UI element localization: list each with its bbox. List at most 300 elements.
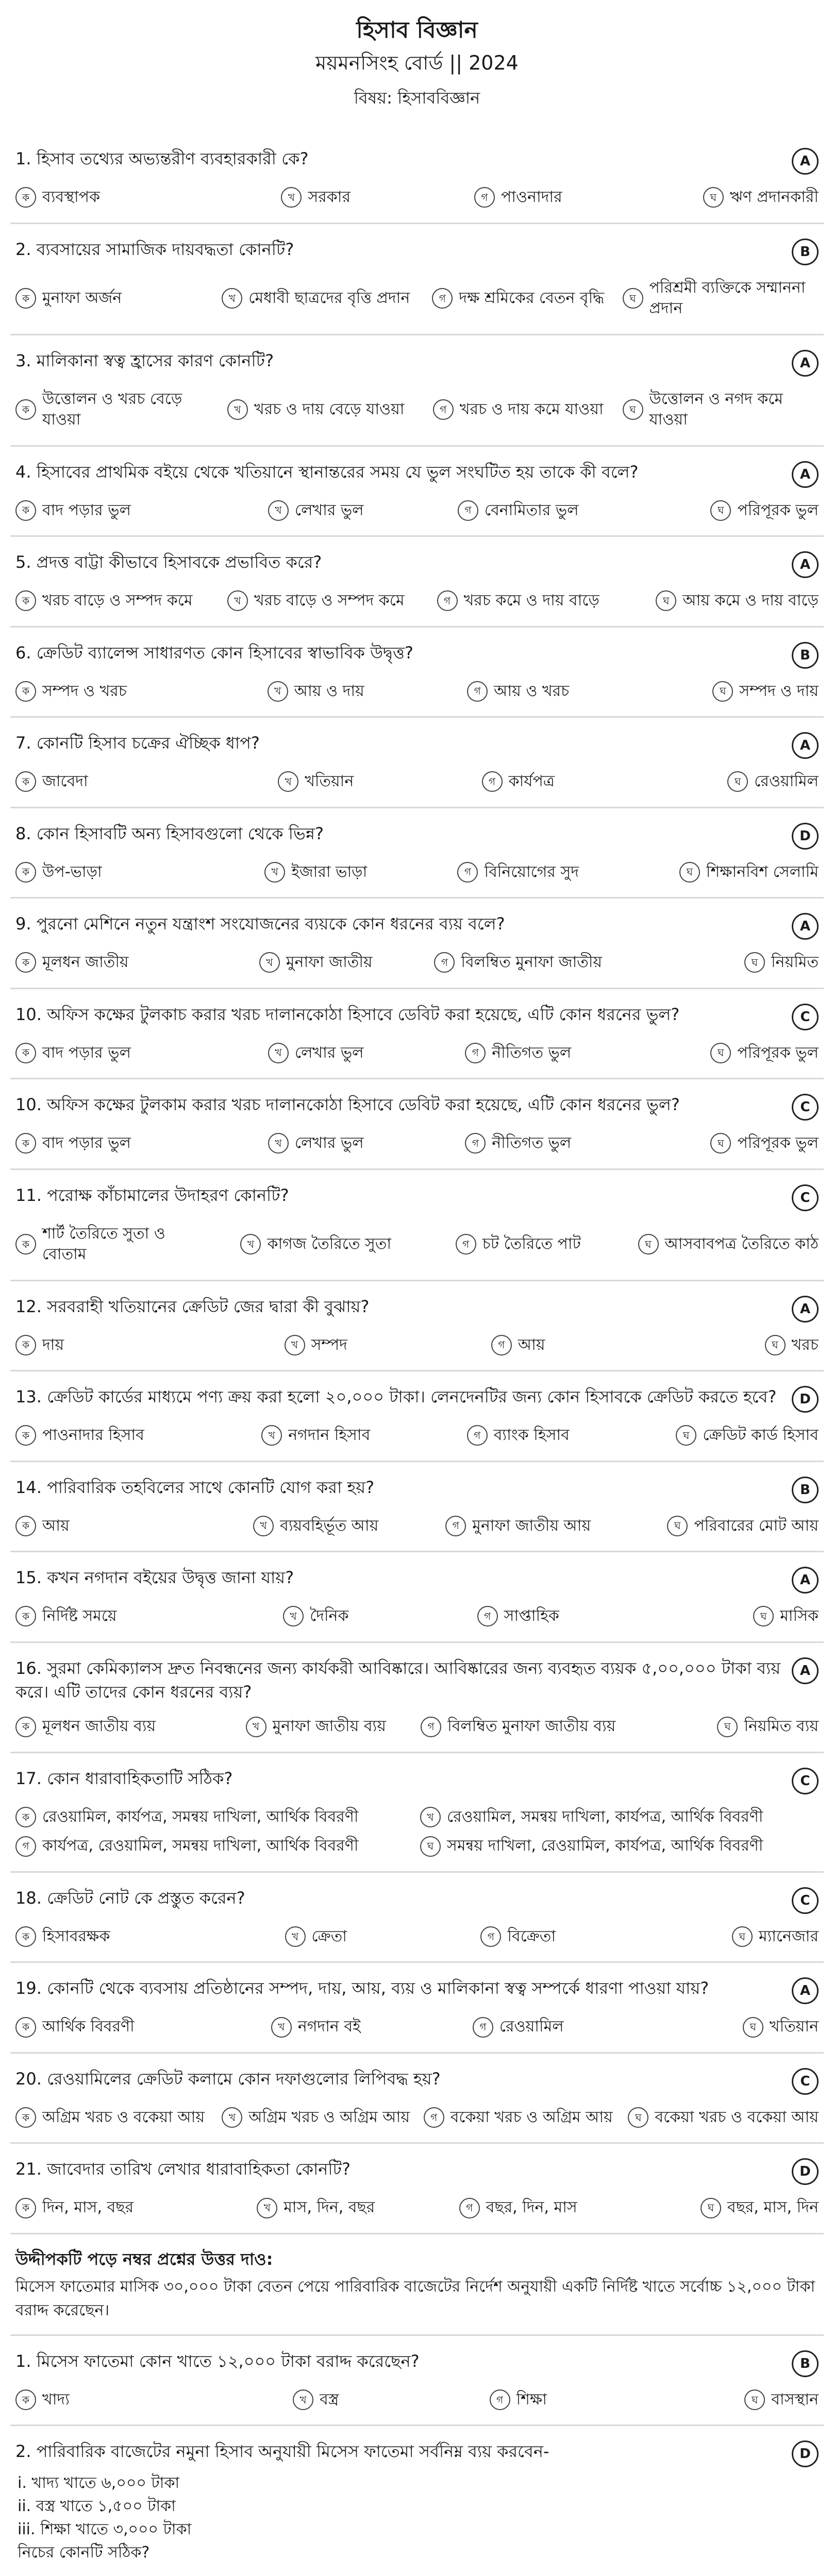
option-letter-circle: ক — [15, 952, 36, 973]
option-letter-circle: ঘ — [710, 500, 731, 521]
answer-option[interactable] — [420, 187, 616, 208]
question-text: 16. সুরমা কেমিক্যালস দ্রুত নিবন্ধনের জন্য কার্যকরী আবিষ্কারে। আবিষ্কারের জন্য ব্যবহৃত ব্যয়ক ৫,০০,০০০ টাকা ব্যয় করে। এটি তাদের কোন ধরনের ব্যয়? — [15, 1658, 781, 1702]
answer-option[interactable] — [623, 2107, 819, 2128]
answer-option[interactable] — [218, 681, 414, 702]
question-text: 13. ক্রেডিট কার্ডের মাধ্যমে পণ্য ক্রয় করা হলো ২০,০০০ টাকা। লেনদেনটির জন্য কোন হিসাবকে ক্রেডিট করতে হবে? — [15, 1387, 777, 1407]
answer-option[interactable] — [218, 1224, 414, 1265]
option-letter-circle: গ — [421, 1717, 441, 1737]
answer-option[interactable] — [15, 2197, 212, 2218]
answer-option[interactable] — [623, 590, 819, 612]
option-text: খতিয়ান — [305, 772, 354, 791]
answer-option[interactable] — [218, 2389, 414, 2411]
answer-option[interactable] — [218, 2107, 414, 2128]
question-item — [10, 1371, 824, 1462]
option-text: রেওয়ামিল, সমন্বয় দাখিলা, কার্যপত্র, আর্থিক বিবরণী — [447, 1807, 763, 1826]
answer-option[interactable] — [623, 1335, 819, 1356]
question-header — [15, 1566, 819, 1594]
option-text: ক্রেডিট কার্ড হিসাব — [703, 1426, 819, 1445]
answer-option[interactable] — [420, 278, 616, 319]
option-letter-circle: ক — [15, 1807, 36, 1827]
option-letter-circle: ক — [15, 590, 36, 611]
option-text: ব্যাংক হিসাব — [493, 1426, 570, 1445]
option-letter-circle: ক — [15, 2198, 36, 2218]
question-item — [10, 1079, 824, 1170]
option-letter-circle: ঘ — [743, 2017, 763, 2038]
question-list — [10, 133, 824, 2576]
option-text: বকেয়া খরচ ও বকেয়া আয় — [655, 2108, 819, 2126]
option-text: বিলম্বিত মুনাফা জাতীয় ব্যয় — [447, 1717, 616, 1736]
answer-option[interactable] — [623, 278, 819, 319]
answer-option[interactable] — [15, 1425, 212, 1446]
option-letter-circle: ঘ — [710, 1133, 731, 1154]
option-letter-circle: খ — [264, 862, 285, 883]
option-text: খরচ ও দায় কমে যাওয়া — [459, 400, 604, 418]
option-text: নগদান হিসাব — [288, 1426, 371, 1445]
option-letter-circle: ঘ — [753, 1606, 774, 1626]
option-text: বকেয়া খরচ ও অগ্রিম আয় — [450, 2108, 613, 2126]
answer-option[interactable] — [623, 1926, 819, 1947]
option-letter-circle: ক — [15, 2107, 36, 2128]
answer-option[interactable] — [15, 1335, 212, 1356]
option-text: উপ-ভাড়া — [42, 862, 102, 881]
option-letter-circle: ঘ — [765, 1335, 786, 1355]
answer-option[interactable] — [623, 187, 819, 208]
option-letter-circle: গ — [467, 681, 488, 702]
option-text: সাপ্তাহিক — [504, 1607, 559, 1625]
option-text: মূলধন জাতীয় — [42, 953, 129, 972]
option-letter-circle: গ — [456, 1234, 476, 1255]
question-header — [15, 550, 819, 578]
question-header — [15, 2439, 819, 2467]
option-letter-circle: গ — [437, 590, 458, 611]
question-item — [10, 1281, 824, 1372]
option-text: শার্ট তৈরিতে সুতা ও বোতাম — [42, 1224, 165, 1264]
answer-badge: A — [792, 1657, 819, 1684]
answer-option[interactable] — [218, 2197, 414, 2218]
option-letter-circle: খ — [283, 1606, 304, 1626]
option-list — [15, 862, 819, 883]
option-text: শিক্ষা — [516, 2390, 547, 2409]
option-letter-circle: ক — [15, 2389, 36, 2410]
answer-badge: B — [792, 239, 819, 265]
question-item — [10, 447, 824, 537]
answer-option[interactable] — [15, 187, 212, 208]
option-letter-circle: খ — [259, 952, 280, 973]
question-header — [15, 822, 819, 850]
question-item — [10, 224, 824, 335]
answer-option[interactable] — [420, 500, 616, 521]
statement-line: নিচের কোনটি সঠিক? — [18, 2544, 150, 2562]
option-text: সমন্বয় দাখিলা, রেওয়ামিল, কার্যপত্র, আর্থিক বিবরণী — [447, 1837, 763, 1855]
option-letter-circle: ক — [15, 771, 36, 792]
option-letter-circle: ক — [15, 1516, 36, 1536]
option-text: আয় — [42, 1516, 70, 1535]
option-letter-circle: গ — [457, 862, 478, 883]
answer-badge: D — [792, 823, 819, 850]
answer-option[interactable] — [218, 590, 414, 612]
option-text: উত্তোলন ও নগদ কমে যাওয়া — [649, 389, 783, 429]
answer-option[interactable] — [15, 862, 212, 883]
answer-option[interactable] — [623, 771, 819, 792]
answer-badge: C — [792, 1184, 819, 1211]
answer-option[interactable] — [623, 2389, 819, 2411]
question-text: 1. মিসেস ফাতেমা কোন খাতে ১২,০০০ টাকা বরাদ্দ করেছেন? — [15, 2351, 420, 2371]
answer-option[interactable] — [15, 278, 212, 319]
option-letter-circle: ক — [15, 500, 36, 521]
answer-option[interactable] — [218, 1425, 414, 1446]
option-list — [15, 1926, 819, 1947]
answer-badge: A — [792, 148, 819, 175]
answer-badge: C — [792, 1094, 819, 1121]
answer-option[interactable] — [15, 771, 212, 792]
option-letter-circle: খ — [281, 187, 302, 208]
option-text: খরচ — [791, 1335, 819, 1354]
question-item — [10, 628, 824, 718]
question-item — [10, 2426, 824, 2576]
question-item — [10, 537, 824, 628]
question-header — [15, 1656, 819, 1704]
option-letter-circle: ঘ — [623, 288, 643, 309]
answer-option[interactable] — [420, 1836, 819, 1857]
answer-option[interactable] — [15, 2107, 212, 2128]
option-text: সরকার — [308, 188, 351, 207]
option-letter-circle: ক — [15, 187, 36, 208]
option-list — [15, 952, 819, 973]
option-letter-circle: ঘ — [744, 2389, 765, 2410]
answer-option[interactable] — [218, 187, 414, 208]
option-list — [15, 1335, 819, 1356]
question-item — [10, 1753, 824, 1873]
option-text: উত্তোলন ও খরচ বেড়ে যাওয়া — [42, 389, 182, 429]
option-letter-circle: খ — [268, 1043, 289, 1063]
option-text: মুনাফা জাতীয় আয় — [472, 1516, 591, 1535]
answer-option[interactable] — [420, 1224, 616, 1265]
option-letter-circle: ক — [15, 1133, 36, 1154]
question-text: 11. পরোক্ষ কাঁচামালের উদাহরণ কোনটি? — [15, 1185, 289, 1205]
option-letter-circle: খ — [261, 1425, 282, 1446]
question-text: 14. পারিবারিক তহবিলের সাথে কোনটি যোগ করা হয়? — [15, 1477, 375, 1497]
answer-option[interactable] — [420, 1926, 616, 1947]
question-text: 5. প্রদত্ত বাট্টা কীভাবে হিসাবকে প্রভাবিত করে? — [15, 552, 322, 572]
subject-line: বিষয়: হিসাববিজ্ঞান — [354, 88, 480, 108]
answer-badge: C — [792, 1768, 819, 1794]
option-list — [15, 1133, 819, 1154]
option-letter-circle: গ — [424, 2107, 444, 2128]
option-list — [15, 681, 819, 702]
option-letter-circle: ক — [15, 681, 36, 702]
answer-option[interactable] — [420, 1716, 616, 1737]
question-header — [15, 1886, 819, 1914]
option-letter-circle: ঘ — [703, 187, 724, 208]
answer-option[interactable] — [15, 1926, 212, 1947]
option-text: বস্ত্র — [320, 2390, 339, 2409]
answer-badge: C — [792, 1004, 819, 1030]
option-text: বছর, দিন, মাস — [486, 2198, 577, 2217]
answer-option[interactable] — [623, 862, 819, 883]
option-letter-circle: খ — [227, 590, 248, 611]
answer-option[interactable] — [623, 1425, 819, 1446]
answer-option[interactable] — [218, 1606, 414, 1627]
answer-option[interactable] — [218, 1335, 414, 1356]
question-text: 15. কখন নগদান বইয়ের উদ্বৃত্ত জানা যায়? — [15, 1568, 294, 1588]
option-letter-circle: ঘ — [712, 681, 733, 702]
stimulus-heading: উদ্দীপকটি পড়ে নম্বর প্রশ্নের উত্তর দাও: — [15, 2249, 273, 2269]
question-item — [10, 335, 824, 447]
answer-option[interactable] — [218, 1516, 414, 1537]
answer-option[interactable] — [420, 389, 616, 431]
option-text: আয় — [518, 1335, 545, 1354]
option-text: ব্যবস্থাপক — [42, 188, 101, 207]
question-text: 6. ক্রেডিট ব্যালেন্স সাধারণত কোন হিসাবের স্বাভাবিক উদ্বৃত্ত? — [15, 642, 413, 663]
option-text: সম্পদ — [311, 1335, 347, 1354]
question-item — [10, 1963, 824, 2054]
answer-option[interactable] — [218, 1043, 414, 1064]
answer-option[interactable] — [15, 2389, 212, 2411]
option-letter-circle: ক — [15, 288, 36, 309]
answer-option[interactable] — [15, 1133, 212, 1154]
answer-option[interactable] — [15, 1836, 414, 1857]
answer-badge: B — [792, 2350, 819, 2377]
option-text: মাস, দিন, বছর — [283, 2198, 375, 2217]
answer-option[interactable] — [420, 862, 616, 883]
option-text: লেখার ভুল — [294, 1043, 364, 1062]
option-list — [15, 500, 819, 521]
answer-option[interactable] — [623, 389, 819, 431]
option-text: খাদ্য — [42, 2390, 70, 2409]
option-text: শিক্ষানবিশ সেলামি — [706, 862, 819, 881]
answer-badge: A — [792, 461, 819, 488]
answer-option[interactable] — [15, 681, 212, 702]
option-letter-circle: খ — [240, 1234, 261, 1255]
answer-option[interactable] — [218, 771, 414, 792]
question-item — [10, 2054, 824, 2144]
answer-option[interactable] — [420, 1516, 616, 1537]
answer-option[interactable] — [420, 2389, 616, 2411]
option-letter-circle: গ — [467, 1425, 488, 1446]
option-letter-circle: ক — [15, 1926, 36, 1947]
option-text: মুনাফা জাতীয় ব্যয় — [272, 1717, 386, 1736]
option-letter-circle: ক — [15, 1043, 36, 1063]
answer-badge: A — [792, 732, 819, 759]
option-letter-circle: খ — [278, 771, 298, 792]
answer-option[interactable] — [15, 952, 212, 973]
answer-option[interactable] — [623, 681, 819, 702]
answer-option[interactable] — [420, 590, 616, 612]
answer-option[interactable] — [218, 1133, 414, 1154]
answer-badge: A — [792, 1977, 819, 2004]
option-list — [15, 1043, 819, 1064]
option-text: খরচ বাড়ে ও সম্পদ কমে — [42, 591, 193, 610]
answer-option[interactable] — [15, 1716, 212, 1737]
answer-option[interactable] — [15, 1224, 212, 1265]
option-letter-circle: ঘ — [732, 1926, 753, 1947]
answer-option[interactable] — [15, 500, 212, 521]
question-text: 19. কোনটি থেকে ব্যবসায় প্রতিষ্ঠানের সম্পদ, দায়, আয়, ব্যয় ও মালিকানা স্বত্ব সম্পর্কে ধারণা পাওয়া যায়? — [15, 1978, 709, 1998]
option-text: আর্থিক বিবরণী — [42, 2018, 135, 2036]
option-letter-circle: ক — [15, 862, 36, 883]
answer-option[interactable] — [623, 1516, 819, 1537]
option-text: পরিবারের মোট আয় — [694, 1516, 819, 1535]
answer-option[interactable] — [15, 590, 212, 612]
answer-option[interactable] — [218, 1926, 414, 1947]
option-letter-circle: ঘ — [420, 1836, 441, 1857]
option-text: অগ্রিম খরচ ও বকেয়া আয় — [42, 2108, 205, 2126]
question-item — [10, 1462, 824, 1553]
question-item — [10, 1552, 824, 1643]
option-text: হিসাবরক্ষক — [42, 1927, 110, 1945]
answer-option[interactable] — [218, 389, 414, 431]
question-header — [15, 1385, 819, 1413]
option-letter-circle: ক — [15, 1335, 36, 1355]
option-text: পাওনাদার — [501, 188, 562, 207]
question-text: 2. পারিবারিক বাজেটের নমুনা হিসাব অনুযায়ী মিসেস ফাতেমা সর্বনিম্ন ব্যয় করবেন- — [15, 2442, 549, 2462]
question-header — [15, 460, 819, 488]
option-text: ব্যয়বহির্ভূত আয় — [280, 1516, 379, 1535]
answer-option[interactable] — [623, 2197, 819, 2218]
answer-option[interactable] — [420, 1043, 616, 1064]
question-item — [10, 808, 824, 899]
option-text: চট তৈরিতে পাট — [482, 1234, 581, 1253]
option-letter-circle: গ — [490, 2389, 510, 2410]
answer-option[interactable] — [420, 2016, 616, 2038]
option-list — [15, 771, 819, 792]
option-letter-circle: খ — [246, 1717, 266, 1737]
answer-option[interactable] — [218, 1716, 414, 1737]
option-text: লেখার ভুল — [294, 1134, 364, 1153]
answer-option[interactable] — [623, 1224, 819, 1265]
answer-option[interactable] — [420, 1807, 819, 1828]
question-text: 9. পুরনো মেশিনে নতুন যন্ত্রাংশ সংযোজনের ব্যয়কে কোন ধরনের ব্যয় বলে? — [15, 914, 505, 934]
answer-option[interactable] — [15, 389, 212, 431]
option-letter-circle: খ — [420, 1807, 441, 1827]
answer-option[interactable] — [623, 1606, 819, 1627]
answer-option[interactable] — [420, 2197, 616, 2218]
option-letter-circle: গ — [458, 500, 478, 521]
option-letter-circle: গ — [445, 1516, 466, 1536]
answer-option[interactable] — [218, 500, 414, 521]
option-letter-circle: গ — [491, 1335, 512, 1355]
option-letter-circle: ঘ — [717, 1717, 738, 1737]
option-letter-circle: ঘ — [679, 862, 700, 883]
option-letter-circle: খ — [293, 2389, 313, 2410]
option-text: মেধাবী ছাত্রদের বৃত্তি প্রদান — [248, 289, 410, 307]
question-header — [15, 1476, 819, 1503]
answer-option[interactable] — [15, 1043, 212, 1064]
option-text: আসবাবপত্র তৈরিতে কাঠ — [664, 1234, 819, 1253]
option-text: বিক্রেতা — [507, 1927, 556, 1945]
option-list — [15, 1606, 819, 1627]
answer-option[interactable] — [420, 2107, 616, 2128]
option-letter-circle: ঘ — [676, 1425, 696, 1446]
page-header — [10, 0, 824, 133]
question-text: 7. কোনটি হিসাব চক্রের ঐচ্ছিক ধাপ? — [15, 733, 260, 753]
answer-option[interactable] — [420, 1133, 616, 1154]
option-list — [15, 2016, 819, 2038]
option-text: পরিপূরক ভুল — [737, 1134, 819, 1153]
answer-option[interactable] — [420, 952, 616, 973]
option-letter-circle: ক — [15, 2017, 36, 2038]
option-list — [15, 1716, 819, 1737]
option-text: আয় ও খরচ — [494, 682, 570, 700]
option-letter-circle: খ — [227, 399, 248, 420]
stimulus-block — [10, 2234, 824, 2336]
question-item — [10, 899, 824, 989]
option-text: বাদ পড়ার ভুল — [42, 1134, 131, 1153]
option-text: মুনাফা অর্জন — [42, 289, 122, 307]
option-text: কার্যপত্র — [508, 772, 555, 791]
option-letter-circle: ক — [15, 1717, 36, 1737]
option-letter-circle: ক — [15, 399, 36, 420]
answer-option[interactable] — [218, 2016, 414, 2038]
answer-option[interactable] — [623, 500, 819, 521]
answer-option[interactable] — [15, 1606, 212, 1627]
option-text: বছর, মাস, দিন — [727, 2198, 819, 2217]
answer-option[interactable] — [420, 771, 616, 792]
option-text: পরিশ্রমী ব্যক্তিকে সম্মাননা প্রদান — [649, 278, 806, 318]
answer-option[interactable] — [420, 1606, 616, 1627]
answer-badge: C — [792, 1887, 819, 1914]
answer-option[interactable] — [15, 1807, 414, 1828]
option-text: রেওয়ামিল, কার্যপত্র, সমন্বয় দাখিলা, আর্থিক বিবরণী — [42, 1807, 359, 1826]
question-item — [10, 2144, 824, 2234]
answer-option[interactable] — [623, 1716, 819, 1737]
answer-option[interactable] — [623, 952, 819, 973]
question-header — [15, 1767, 819, 1794]
answer-badge: D — [792, 1386, 819, 1413]
option-text: রেওয়ামিল — [754, 772, 819, 791]
stimulus-text: মিসেস ফাতেমার মাসিক ৩০,০০০ টাকা বেতন পেয়ে পারিবারিক বাজেটের নির্দেশ অনুযায়ী একটি নির্দিষ্ট খাতে সর্বোচ্চ ১২,০০০ টাকা বরাদ্দ করেছেন। — [15, 2277, 815, 2320]
answer-option[interactable] — [218, 278, 414, 319]
option-text: লেখার ভুল — [294, 501, 364, 519]
option-letter-circle: ক — [15, 1234, 36, 1255]
option-text: ক্রেতা — [311, 1927, 347, 1945]
answer-option[interactable] — [420, 681, 616, 702]
question-header — [15, 2067, 819, 2095]
answer-badge: A — [792, 1567, 819, 1594]
answer-option[interactable] — [218, 862, 414, 883]
answer-badge: A — [792, 350, 819, 377]
option-letter-circle: খ — [253, 1516, 274, 1536]
answer-option[interactable] — [623, 1043, 819, 1064]
option-list — [15, 2197, 819, 2218]
option-text: রেওয়ামিল — [499, 2018, 564, 2036]
option-text: ইজারা ভাড়া — [291, 862, 368, 881]
answer-option[interactable] — [15, 1516, 212, 1537]
answer-option[interactable] — [623, 1133, 819, 1154]
option-text: দৈনিক — [310, 1607, 349, 1625]
option-letter-circle: খ — [222, 2107, 242, 2128]
option-letter-circle: গ — [480, 1926, 501, 1947]
question-header — [15, 641, 819, 669]
answer-option[interactable] — [218, 952, 414, 973]
question-header — [15, 731, 819, 759]
answer-option[interactable] — [15, 2016, 212, 2038]
answer-option[interactable] — [420, 1335, 616, 1356]
question-item — [10, 718, 824, 808]
question-item — [10, 1873, 824, 1963]
option-text: নিয়মিত ব্যয় — [744, 1717, 819, 1736]
statement-list — [15, 2471, 819, 2564]
answer-option[interactable] — [420, 1425, 616, 1446]
question-item — [10, 133, 824, 224]
option-text: অগ্রিম খরচ ও অগ্রিম আয় — [248, 2108, 410, 2126]
answer-option[interactable] — [623, 2016, 819, 2038]
option-letter-circle: গ — [433, 399, 454, 420]
option-list — [15, 1516, 819, 1537]
question-text: 20. রেওয়ামিলের ক্রেডিট কলামে কোন দফাগুলোর লিপিবদ্ধ হয়? — [15, 2069, 441, 2089]
answer-badge: A — [792, 1296, 819, 1323]
option-text: মূলধন জাতীয় ব্যয় — [42, 1717, 156, 1736]
